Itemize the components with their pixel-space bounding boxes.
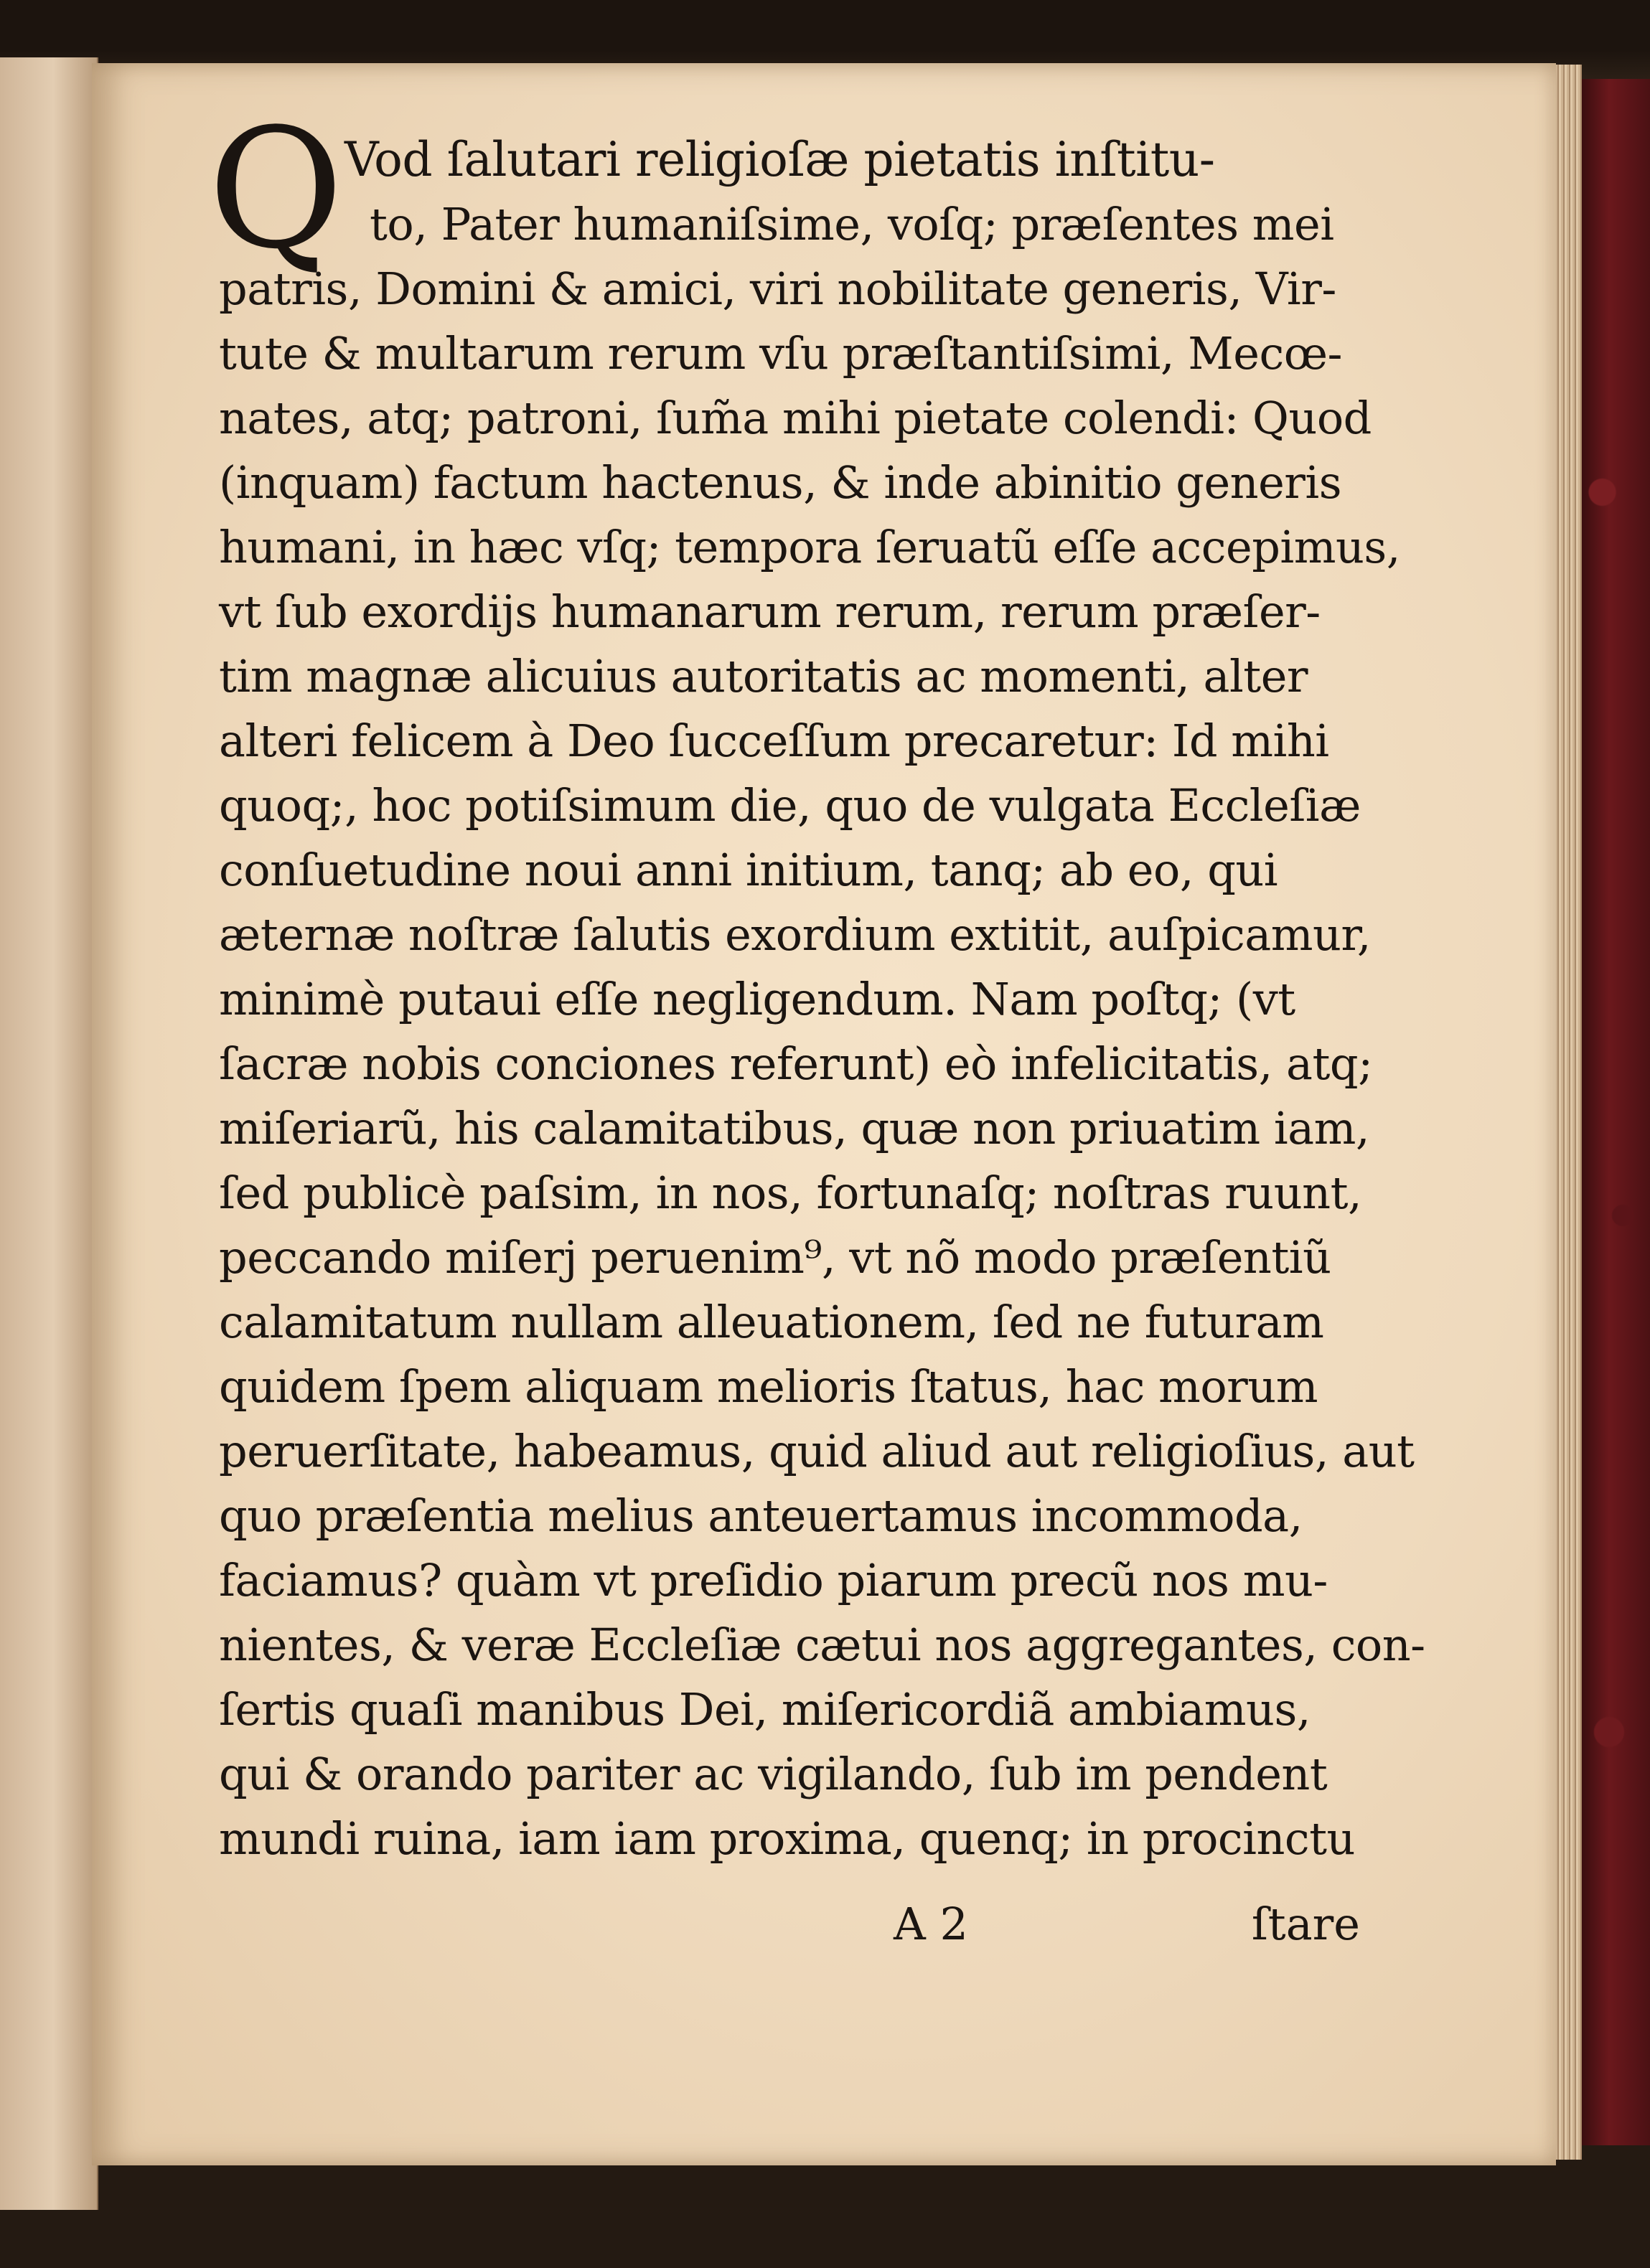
- text-line: quidem ſpem aliquam melioris ſtatus, hac morum: [219, 1360, 1318, 1413]
- text-line: nientes, & veræ Eccleſiæ cætui nos aggregantes, con-: [219, 1619, 1425, 1671]
- text-line: (inquam) factum hactenus, & inde abinitio generis: [219, 456, 1342, 509]
- text-line: mundi ruina, iam iam proxima, quenq; in procinctu: [219, 1812, 1355, 1865]
- text-line: nates, atq; patroni, ſum̃a mihi pietate colendi: Quod: [219, 392, 1372, 444]
- text-line: ſed publicè paſsim, in nos, fortunaſq; noſtras ruunt,: [219, 1167, 1362, 1219]
- text-line: patris, Domini & amici, viri nobilitate generis, Vir-: [219, 263, 1336, 315]
- text-line: quo præſentia melius anteuertamus incommoda,: [219, 1490, 1303, 1542]
- body-text: [219, 128, 1425, 1871]
- catchword: ſtare: [1251, 1898, 1360, 1950]
- page-footer: [219, 1898, 1360, 1962]
- text-line: ſertis quaſi manibus Dei, miſericordiã ambiamus,: [219, 1683, 1311, 1736]
- text-line: minimè putaui eſſe negligendum. Nam poſtq; (vt: [219, 973, 1295, 1025]
- book-cover-board: [1582, 79, 1650, 2145]
- text-line: peccando miſerj peruenim⁹, vt nõ modo præſentiũ: [219, 1231, 1331, 1284]
- text-line: calamitatum nullam alleuationem, ſed ne futuram: [219, 1296, 1324, 1348]
- text-line: alteri felicem à Deo ſucceſſum precaretur: Id mihi: [219, 715, 1329, 767]
- text-line: æternæ noſtræ ſalutis exordium extitit, auſpicamur,: [219, 908, 1371, 961]
- text-line: Vod ſalutari religioſæ pietatis inſtitu-: [344, 132, 1215, 187]
- facing-page-edge: [0, 57, 98, 2210]
- text-line: faciamus? quàm vt preſidio piarum precũ nos mu-: [219, 1554, 1328, 1606]
- text-line: miſeriarũ, his calamitatibus, quæ non priuatim iam,: [219, 1102, 1370, 1154]
- text-line: conſuetudine noui anni initium, tanq; ab eo, qui: [219, 844, 1278, 896]
- text-line: peruerſitate, habeamus, quid aliud aut religioſius, aut: [219, 1425, 1415, 1477]
- text-line: qui & orando pariter ac vigilando, ſub im pendent: [219, 1748, 1328, 1800]
- text-line: tute & multarum rerum vſu præſtantiſsimi, Mecœ-: [219, 327, 1342, 380]
- text-line: quoq;, hoc potiſsimum die, quo de vulgata Eccleſiæ: [219, 779, 1361, 832]
- text-line: vt ſub exordijs humanarum rerum, rerum præſer-: [219, 585, 1321, 638]
- text-line: to, Pater humaniſsime, voſq; præſentes mei: [370, 198, 1334, 250]
- text-line: humani, in hæc vſq; tempora ſeruatũ eſſe accepimus,: [219, 521, 1400, 573]
- drop-cap: Q: [208, 94, 344, 286]
- signature-mark: A 2: [894, 1898, 968, 1950]
- text-line: tim magnæ alicuius autoritatis ac momenti, alter: [219, 650, 1308, 702]
- text-line: ſacræ nobis conciones referunt) eò infelicitatis, atq;: [219, 1037, 1373, 1090]
